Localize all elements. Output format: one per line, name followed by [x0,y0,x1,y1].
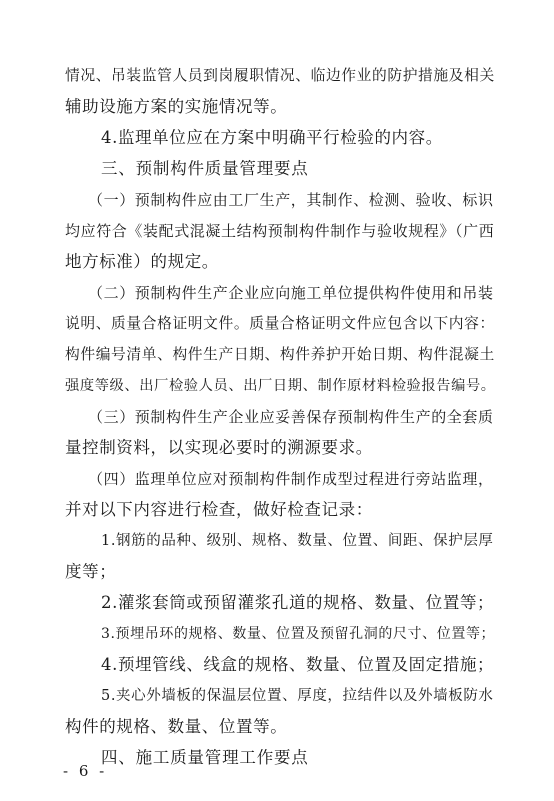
text-line: 并对以下内容进行检查，做好检查记录： [65,500,373,519]
text-line: 说明、质量合格证明文件。质量合格证明文件应包含以下内容： [65,315,495,332]
text-line: 地方标准）的规定。 [65,252,219,271]
text-line: 强度等级、出厂检验人员、出厂日期、制作原材料检验报告编号。 [65,378,496,394]
section-heading: 三、预制构件质量管理要点 [101,159,309,178]
text-line: 2.灌浆套筒或预留灌浆孔道的规格、数量、位置等； [101,593,495,612]
text-line: 3.预埋吊环的规格、数量、位置及预留孔洞的尺寸、位置等； [101,626,496,642]
page-number: - 6 - [63,762,108,780]
text-line: 构件编号清单、构件生产日期、构件养护开始日期、构件混凝土 [65,346,495,363]
text-line: 5.夹心外墙板的保温层位置、厚度，拉结件以及外墙板防水 [101,688,494,704]
text-line: 4.监理单位应在方案中明确平行检验的内容。 [101,128,443,147]
text-line: （三）预制构件生产企业应妥善保存预制构件生产的全套质 [88,408,494,426]
text-line: 构件的规格、数量、位置等。 [65,717,288,736]
text-line: 度等； [65,562,117,581]
text-line: 1.钢筋的品种、级别、规格、数量、位置、间距、保护层厚 [101,533,494,549]
text-line: 均应符合《装配式混凝土结构预制构件制作与验收规程》（广西 [65,222,495,240]
text-line: 辅助设施方案的实施情况等。 [65,97,288,116]
section-heading: 四、施工质量管理工作要点 [101,748,309,767]
text-line: （一）预制构件应由工厂生产，其制作、检测、验收、标识 [88,191,494,209]
text-line: （四）监理单位应对预制构件制作成型过程进行旁站监理， [88,470,494,488]
text-line: 量控制资料，以实现必要时的溯源要求。 [65,438,373,457]
text-line: 情况、吊装监管人员到岗履职情况、临边作业的防护措施及相关 [65,67,495,84]
text-line: （二）预制构件生产企业应向施工单位提供构件使用和吊装 [88,284,494,302]
text-line: 4.预埋管线、线盒的规格、数量、位置及固定措施； [101,655,495,674]
